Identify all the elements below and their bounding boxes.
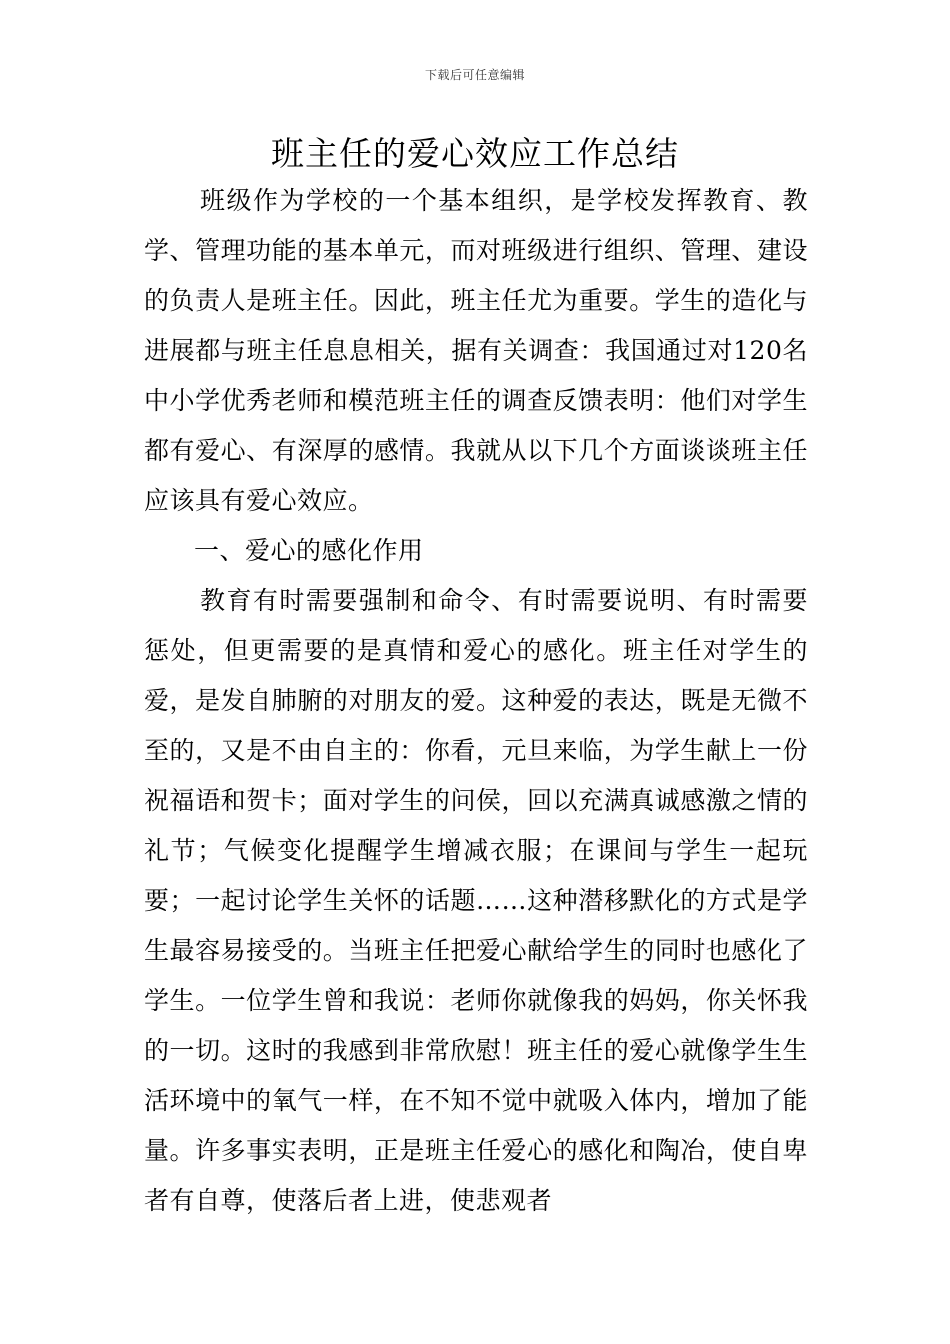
document-body [144,176,808,1226]
document-title: 班主任的爱心效应工作总结 [271,134,679,173]
section-paragraph: 教育有时需要强制和命令、有时需要说明、有时需要惩处，但更需要的是真情和爱心的感化。班主任对学生的爱，是发自肺腑的对朋友的爱。这种爱的表达，既是无微不至的，又是不由自主的：你看，元旦来临，为学生献上一份祝福语和贺卡；面对学生的问侯，回以充满真诚感激之情的礼节；气候变化提醒学生增减衣服；在课间与学生一起玩要；一起讨论学生关怀的话题……这种潜移默化的方式是学生最容易接受的。当班主任把爱心献给学生的同时也感化了学生。一位学生曾和我说：老师你就像我的妈妈，你关怀我的一切。这时的我感到非常欣慰！班主任的爱心就像学生生活环境中的氧气一样，在不知不觉中就吸入体内，增加了能量。许多事实表明，正是班主任爱心的感化和陶冶，使自卑者有自尊，使落后者上进，使悲观者 [144,586,808,1215]
header-note: 下载后可任意编辑 [424,68,525,82]
intro-paragraph: 班级作为学校的一个基本组织，是学校发挥教育、教学、管理功能的基本单元，而对班级进行组织、管理、建设的负责人是班主任。因此，班主任尤为重要。学生的造化与进展都与班主任息息相关，据有关调查：我国通过对120名中小学优秀老师和模范班主任的调查反馈表明：他们对学生都有爱心、有深厚的感情。我就从以下几个方面谈谈班主任应该具有爱心效应。 [144,186,808,515]
section-heading: 一、爱心的感化作用 [194,536,424,565]
